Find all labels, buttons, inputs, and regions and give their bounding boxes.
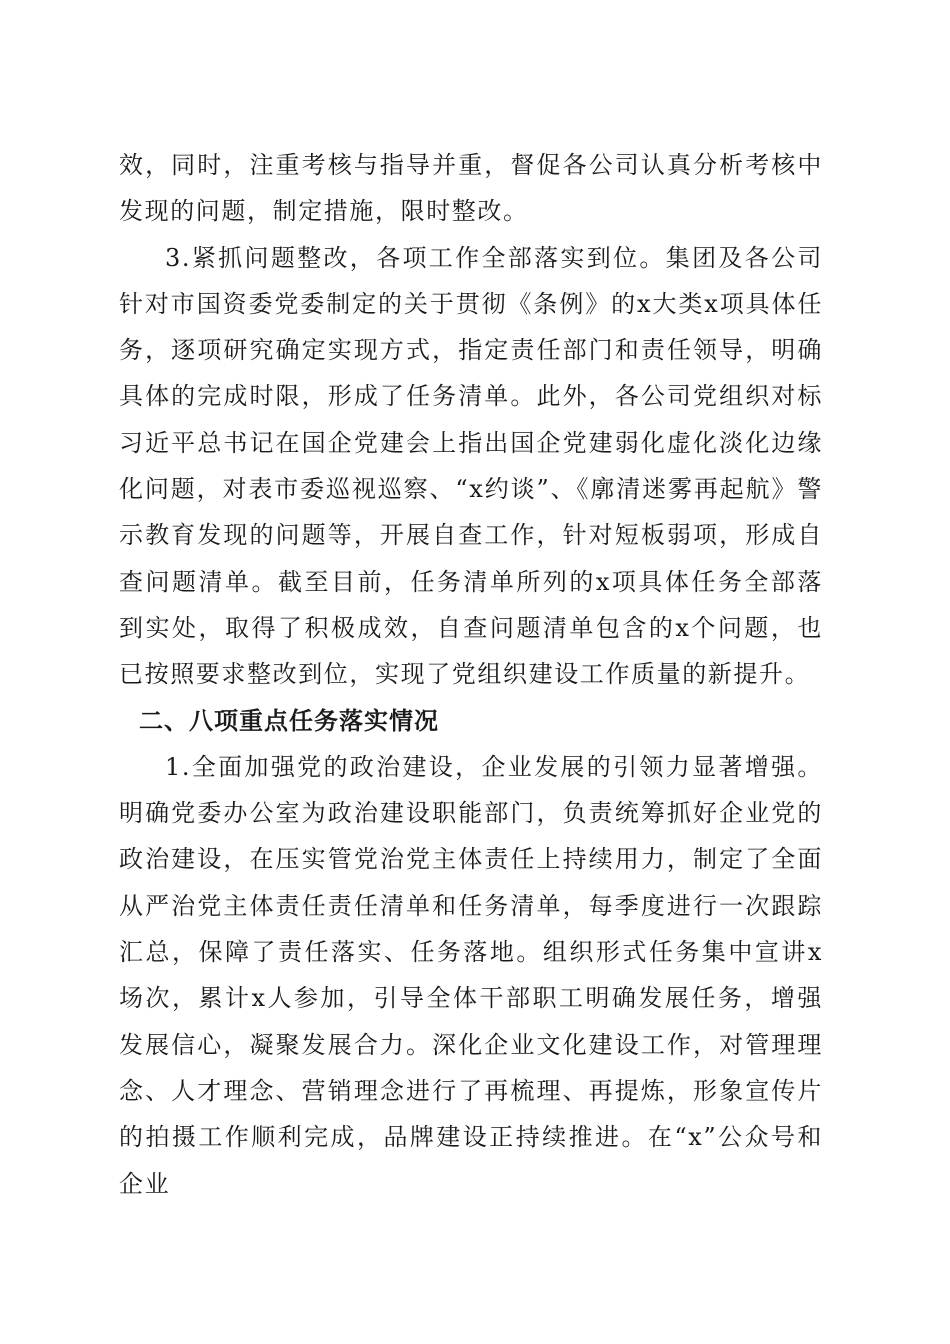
paragraph-political-building: 1.全面加强党的政治建设，企业发展的引领力显著增强。明确党委办公室为政治建设职能部门，负责统筹抓好企业党的政治建设，在压实管党治党主体责任上持续用力，制定了全面从严治党主体责任责任清单和任务清单，每季度进行一次跟踪汇总，保障了责任落实、任务落地。组织形式任务集中宣讲x场次，累计x人参加，引导全体干部职工明确发展任务，增强发展信心，凝聚发展合力。深化企业文化建设工作，对管理理念、人才理念、营销理念进行了再梳理、再提炼，形象宣传片的拍摄工作顺利完成，品牌建设正持续推进。在“x”公众号和企业 xyxy=(119,752,823,1198)
paragraph-problem-rectification: 3.紧抓问题整改，各项工作全部落实到位。集团及各公司针对市国资委党委制定的关于贯彻《条例》的x大类x项具体任务，逐项研究确定实现方式，指定责任部门和责任领导，明确具体的完成时限，形成了任务清单。此外，各公司党组织对标习近平总书记在国企党建会上指出国企党建弱化虚化淡化边缘化问题，对表市委巡视巡察、“x约谈”、《廓清迷雾再起航》警示教育发现的问题等，开展自查工作，针对短板弱项，形成自查问题清单。截至目前，任务清单所列的x项具体任务全部落到实处，取得了积极成效，自查问题清单包含的x个问题，也已按照要求整改到位，实现了党组织建设工作质量的新提升。 xyxy=(119,243,823,689)
paragraph-continued: 效，同时，注重考核与指导并重，督促各公司认真分析考核中发现的问题，制定措施，限时整改。 xyxy=(119,151,823,226)
document-body xyxy=(119,142,823,1207)
section-heading: 二、八项重点任务落实情况 xyxy=(139,706,439,735)
